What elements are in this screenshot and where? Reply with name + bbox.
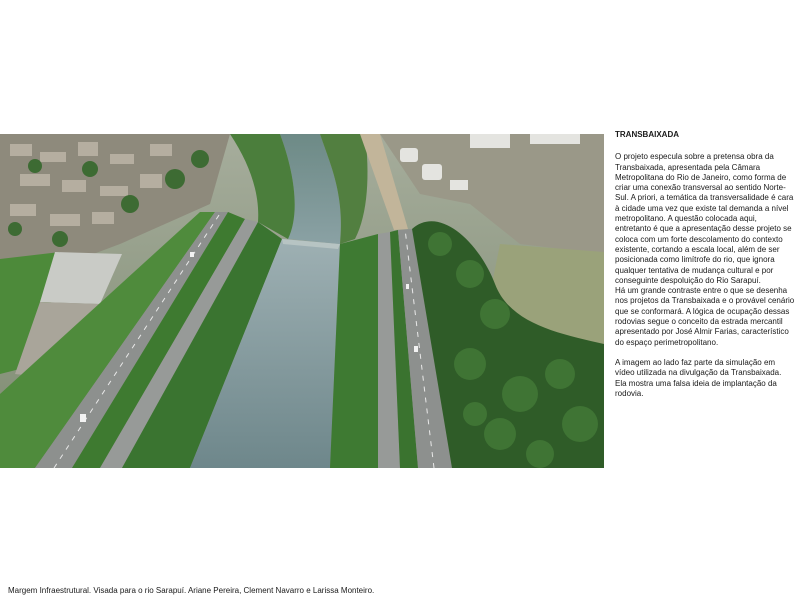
paragraph-spacer <box>615 348 795 358</box>
section-title: TRANSBAIXADA <box>615 130 679 139</box>
car <box>80 414 86 422</box>
description-column <box>615 130 795 399</box>
figure-caption: Margem Infraestrutural. Visada para o rio Sarapuí. Ariane Pereira, Clement Navarro e Larissa Monteiro. <box>8 586 375 595</box>
aerial-simulation-image <box>0 134 604 468</box>
description-paragraph: O projeto especula sobre a pretensa obra da Transbaixada, apresentada pela Câmara Metropolitana do Rio de Janeiro, como forma de criar uma conexão transversal ao sentido Norte-Sul. A priori, a temática da transversalidade é cara à cidade uma vez que existe tal demanda a nível metropolitano. A questão colocada aqui, entretanto é que a apresentação desse projeto se coloca com um forte descolamento do contexto existente, cortando a escala local, além de ser posicionada como limítrofe do rio, que ignora qualquer tentativa de mudança cultural e por conseguinte despoluição do Rio Sarapuí. <box>615 152 794 285</box>
aerial-view-illustration <box>0 134 604 468</box>
description-paragraph: A imagem ao lado faz parte da simulação em vídeo utilizada na divulgação da Transbaixada. Ela mostra uma falsa ideia de implantação da rodovia. <box>615 357 782 398</box>
car <box>406 284 409 289</box>
car <box>414 346 418 352</box>
description-paragraph: Há um grande contraste entre o que se desenha nos projetos da Transbaixada e o provável cenário que se conformará. A lógica de ocupação dessas rodovias segue o conceito da estrada mercantil apresentado por José Almir Farias, característico do espaço perimetropolitano. <box>615 286 795 347</box>
car <box>190 252 194 257</box>
